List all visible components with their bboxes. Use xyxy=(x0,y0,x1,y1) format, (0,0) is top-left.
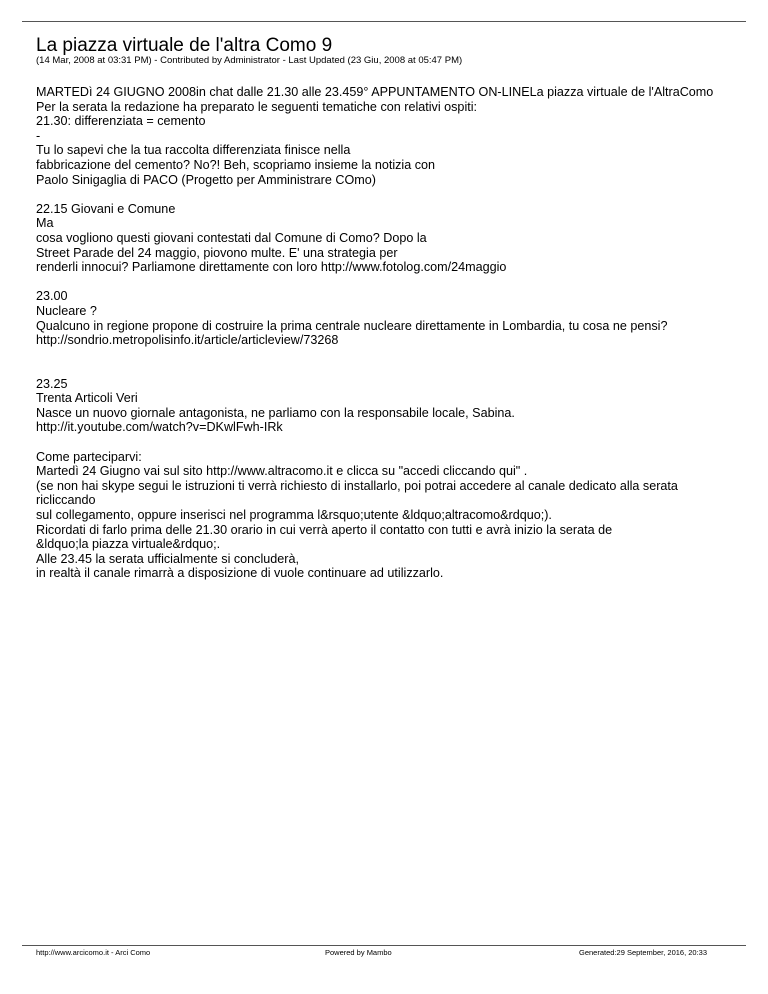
text-line: cosa vogliono questi giovani contestati dal Comune di Como? Dopo la xyxy=(36,230,427,245)
text-line: fabbricazione del cemento? No?! Beh, scopriamo insieme la notizia con xyxy=(36,157,436,172)
text-line: http://sondrio.metropolisinfo.it/article/articleview/73268 xyxy=(36,333,339,348)
article-meta: (14 Mar, 2008 at 03:31 PM) - Contributed by Administrator - Last Updated (23 Giu, 2008 at 05:47 PM) xyxy=(36,55,463,66)
paragraph-nucleare xyxy=(36,289,748,347)
footer-powered-by: Powered by Mambo xyxy=(325,948,392,957)
text-line: MARTEDì 24 GIUGNO 2008in chat dalle 21.30 alle 23.459° APPUNTAMENTO ON-LINELa piazza virtuale de l'AltraComo xyxy=(36,85,714,99)
text-line: Nucleare ? xyxy=(36,303,97,318)
top-divider xyxy=(22,21,746,22)
article-body xyxy=(36,85,748,596)
paragraph-come-partecipare xyxy=(36,450,748,581)
text-line: Ricordati di farlo prima delle 21.30 orario in cui verrà aperto il contatto con tutti e avrà inizio la serata de xyxy=(36,522,613,537)
text-line: Street Parade del 24 maggio, piovono multe. E' una strategia per xyxy=(36,245,398,260)
article-title: La piazza virtuale de l'altra Como 9 xyxy=(36,35,333,56)
text-line: Trenta Articoli Veri xyxy=(36,391,138,406)
text-line: in realtà il canale rimarrà a disposizione di vuole continuare ad utilizzarlo. xyxy=(36,566,444,581)
text-line: http://it.youtube.com/watch?v=DKwlFwh-IRk xyxy=(36,420,283,435)
text-line: &ldquo;la piazza virtuale&rdquo;. xyxy=(36,537,221,552)
paragraph-trenta-articoli xyxy=(36,377,748,435)
text-line: sul collegamento, oppure inserisci nel programma l&rsquo;utente &ldquo;altracomo&rdquo;). xyxy=(36,508,552,523)
text-line: Ma xyxy=(36,216,54,231)
text-line: 21.30: differenziata = cemento xyxy=(36,114,206,129)
paragraph-intro xyxy=(36,85,748,187)
bottom-divider xyxy=(22,945,746,946)
text-line: Tu lo sapevi che la tua raccolta differenziata finisce nella xyxy=(36,143,351,158)
footer-generated-date: Generated:29 September, 2016, 20:33 xyxy=(579,948,708,957)
text-line: renderli innocui? Parliamone direttamente con loro http://www.fotolog.com/24maggio xyxy=(36,260,507,275)
text-line: Come parteciparvi: xyxy=(36,449,142,464)
text-line: 22.15 Giovani e Comune xyxy=(36,201,176,216)
text-line: Alle 23.45 la serata ufficialmente si concluderà, xyxy=(36,551,299,566)
text-line: (se non hai skype segui le istruzioni ti verrà richiesto di installarlo, poi potrai accedere al canale dedicato alla serata xyxy=(36,478,678,493)
text-line: 23.00 xyxy=(36,289,68,304)
text-line: 23.25 xyxy=(36,376,68,391)
footer-site-url: http://www.arcicomo.it - Arci Como xyxy=(36,948,151,957)
text-line: Per la serata la redazione ha preparato le seguenti tematiche con relativi ospiti: xyxy=(36,99,478,114)
paragraph-giovani xyxy=(36,202,748,275)
text-line: - xyxy=(36,128,41,143)
text-line: Qualcuno in regione propone di costruire la prima centrale nucleare direttamente in Lombardia, tu cosa ne pensi? xyxy=(36,318,668,333)
text-line: Nasce un nuovo giornale antagonista, ne parliamo con la responsabile locale, Sabina. xyxy=(36,405,515,420)
text-line: ricliccando xyxy=(36,493,96,508)
text-line: Martedì 24 Giugno vai sul sito http://www.altracomo.it e clicca su "accedi cliccando qui" . xyxy=(36,464,528,479)
text-line: Paolo Sinigaglia di PACO (Progetto per Amministrare COmo) xyxy=(36,172,376,187)
